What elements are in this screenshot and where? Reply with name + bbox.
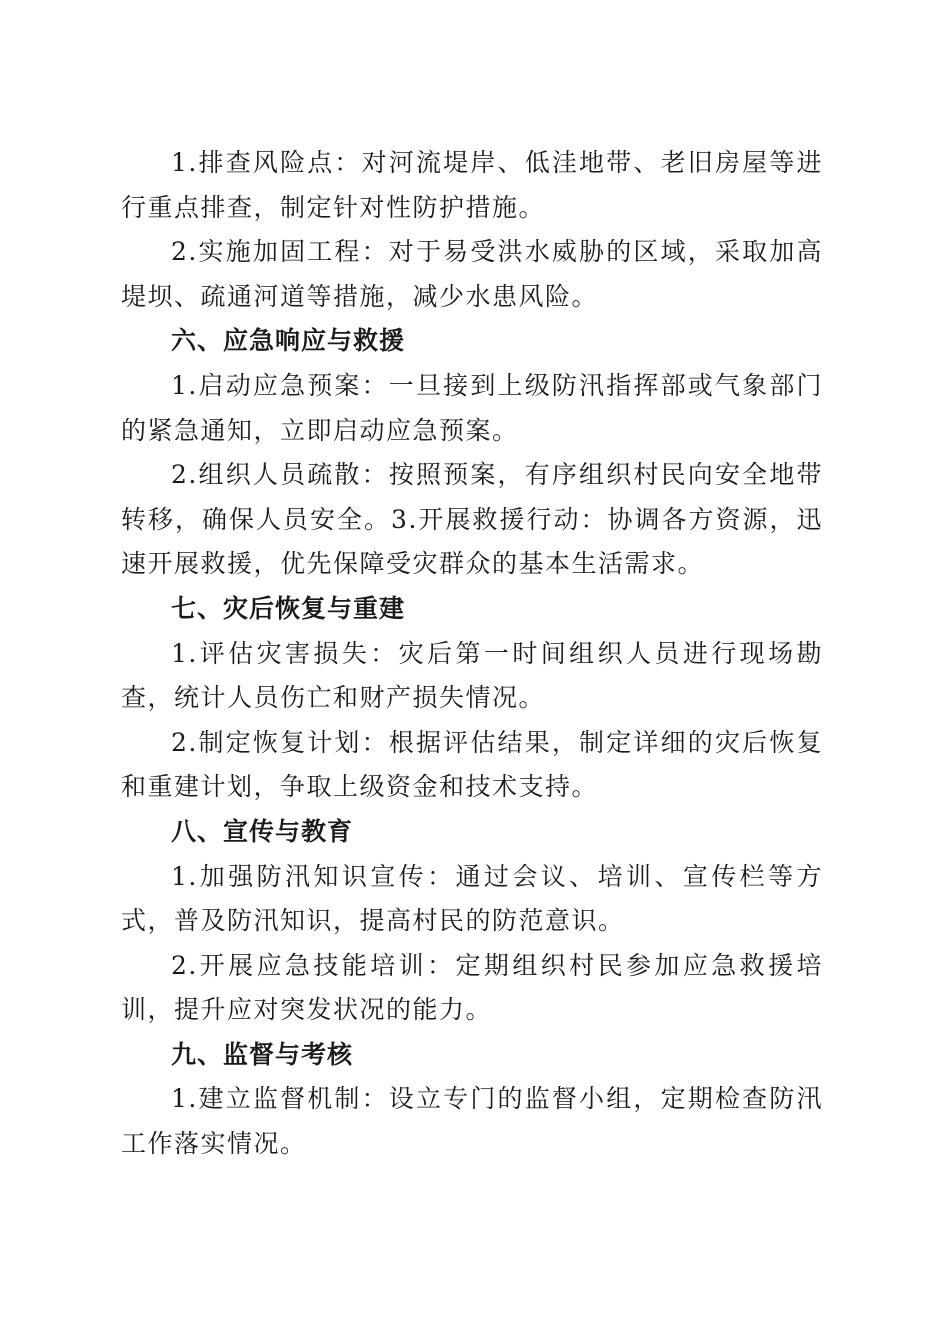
paragraph-skills-training: 2.开展应急技能培训：定期组织村民参加应急救援培训，提升应对突发状况的能力。 xyxy=(121,950,823,1025)
section-heading-supervision: 九、监督与考核 xyxy=(171,1039,354,1069)
paragraph-evacuation-rescue: 2.组织人员疏散：按照预案，有序组织村民向安全地带转移，确保人员安全。3.开展救援行动：协调各方资源，迅速开展救援，优先保障受灾群众的基本生活需求。 xyxy=(121,460,823,579)
paragraph-assess-losses: 1.评估灾害损失：灾后第一时间组织人员进行现场勘查，统计人员伤亡和财产损失情况。 xyxy=(121,638,823,713)
section-heading-publicity: 八、宣传与教育 xyxy=(171,816,354,846)
paragraph-reinforcement: 2.实施加固工程：对于易受洪水威胁的区域，采取加高堤坝、疏通河道等措施，减少水患风险。 xyxy=(121,237,823,311)
section-heading-recovery: 七、灾后恢复与重建 xyxy=(171,593,406,623)
document-body xyxy=(121,141,823,1167)
paragraph-activate-plan: 1.启动应急预案：一旦接到上级防汛指挥部或气象部门的紧急通知，立即启动应急预案。 xyxy=(121,370,823,445)
paragraph-recovery-plan: 2.制定恢复计划：根据评估结果，制定详细的灾后恢复和重建计划，争取上级资金和技术支持。 xyxy=(121,727,823,802)
section-heading-emergency-response: 六、应急响应与救援 xyxy=(171,326,406,356)
paragraph-knowledge-publicity: 1.加强防汛知识宣传：通过会议、培训、宣传栏等方式，普及防汛知识，提高村民的防范意识。 xyxy=(121,861,823,936)
paragraph-risk-inspection: 1.排查风险点：对河流堤岸、低洼地带、老旧房屋等进行重点排查，制定针对性防护措施。 xyxy=(121,148,823,222)
paragraph-supervision-mechanism: 1.建立监督机制：设立专门的监督小组，定期检查防汛工作落实情况。 xyxy=(121,1084,823,1159)
